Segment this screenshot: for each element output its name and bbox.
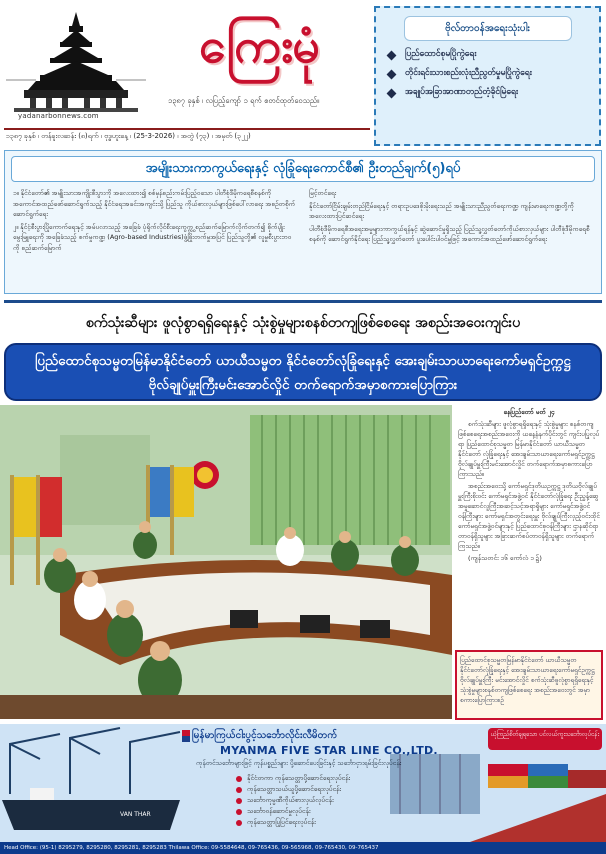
ad-service-item: သင်္ဘောကုမ္ပဏီကိုယ်စားလှယ်လုပ်ငန်း <box>236 795 350 806</box>
ad-service-item: ကုန်သေတ္တာသယ်ယူပို့ဆောင်ရေးလုပ်ငန်း <box>236 784 350 795</box>
article-body <box>455 405 603 645</box>
article-continued[interactable]: (ကျန်သတင်း ၁၆ ကော်လံ ၁ ၌) <box>468 554 542 562</box>
objectives-title: အမျိုးသားကာကွယ်ရေးနှင့် လုံခြုံရေးကောင်စီ၏ ဦးတည်ချက်(၅)ရပ် <box>11 156 595 182</box>
policy-item: ပြည်ထောင်စုမပြိုကွဲရေး <box>388 49 593 61</box>
diamond-bullet-icon <box>387 88 397 98</box>
date-bar: ၁၃၈၇ ခုနှစ် ၊ တန်ခူးလဆန်း (၈)ရက် ၊ ဗုဒ္ဓဟူးနေ့ ၊ (25-3-2026) ၊ အတွဲ (၇၃) ၊ အမှတ် (၃၂၂) <box>4 128 370 142</box>
objectives-column-right <box>309 188 593 255</box>
article-dateline: နေပြည်တော် မတ် ၂၄ <box>503 408 555 416</box>
objectives-column-left <box>13 188 297 255</box>
ad-tagline: ယုံကြည်စိတ်ချရသော ပင်လယ်ကူးသင်္ဘောလုပ်ငန်း <box>488 728 602 750</box>
bullet-icon <box>236 820 242 826</box>
sub-headline-line: ပြည်ထောင်စုသမ္မတမြန်မာနိုင်ငံတော် ယာယီသမ္မတ နိုင်ငံတော်လုံခြုံရေးနှင့် အေးချမ်းသာယာရေးကော်မရှင်ဥက္ကဋ္ဌ <box>35 353 571 369</box>
objectives-columns <box>5 182 601 255</box>
policy-box <box>374 6 601 146</box>
objective-item: နိုင်ငံတော်ငြိမ်းချမ်းတည်ငြိမ်ရေးနှင့် တရားဥပဒေစိုးမိုးရေးသည် အမျိုးသားညီညွတ်ရေးကဏ္ဍ ကျန်းမာရေးကဏ္ဍတို့ကို အလေးထားပြင်ဆင်ရေး <box>309 201 574 220</box>
palace-logo-icon <box>6 8 146 120</box>
photo-caption-box: ပြည်ထောင်စုသမ္မတမြန်မာနိုင်ငံတော် ယာယီသမ္မတ နိုင်ငံတော်လုံခြုံရေးနှင့် အေးချမ်းသာယာရေးကော်မရှင်ဥက္ကဋ္ဌ ဗိုလ်ချုပ်မှူးကြီး မင်းအောင်လှိုင် စက်သုံးဆီဖူလုံစွာရရှိရေးနှင့် သုံးစွဲမှုများစနစ်တကျဖြစ်စေရေး အစည်းအဝေးတွင် အမှာစကားပြောကြားစဉ် <box>455 650 603 720</box>
meeting-room-illustration <box>0 405 452 719</box>
diamond-bullet-icon <box>387 50 397 60</box>
ad-service-item: ကုန်သေတ္တာပြုပြင်ရေးလုပ်ငန်း <box>236 817 350 828</box>
ad-service-item: သင်္ဘောဝန်ဆောင်မှုလုပ်ငန်း <box>236 806 350 817</box>
bullet-icon <box>236 809 242 815</box>
diamond-bullet-icon <box>387 69 397 79</box>
newspaper-title: ကြေးမုံ <box>199 18 319 74</box>
policy-list <box>382 49 593 99</box>
ship-name-text: VAN THAR <box>120 811 151 818</box>
ad-service-item: နိုင်ငံတကာ ကုန်သေတ္တာပို့ဆောင်ရေးလုပ်ငန်း <box>236 773 350 784</box>
objective-item: ၁။ နိုင်ငံတော်၏ အမျိုးသားအကျိုးစီးပွားကို အလေးထား၍ စစ်မှန်စည်းကမ်းပြည့်ဝသော ပါတီစုံဒီမိုကရေစီစနစ်ကို အကောင်အထည်ဖော်ဆောင်ရွက်သည့် နိုင်ငံရေးအခင်းအကျင်းသို့ ပြည်သူ ကိုယ်စားလှယ်များဖြစ်ပေါ်လာရေး အစဉ်တစိုက်ဆောင်ရွက်ရေး <box>13 189 295 218</box>
article-paragraph: အစည်းအဝေးသို့ ကော်မရှင်ဒုတိယဥက္ကဋ္ဌ ဒုတိယဗိုလ်ချုပ်မှူးကြီးစိုးဝင်း ကော်မရှင်အဖွဲ့ဝင် နိုင်ငံတော်လုံခြုံရေး ဦးညွှန့်ဆွေ အမှုဆောင်လူကြီးအဆင့်သင့်အရာရှိများ ကော်မရှင်အဖွဲ့ဝင်ဝန်ကြီးများ ကော်မရှင်အတွင်းရေးမှူး ဗိုလ်ချုပ်ကြီးလှည့်ဝင်းထိုင် ကော်မရှင်အဖွဲ့ဝင်များနှင့် ပြည်ထောင်စုဝန်ကြီးများ ဌာနဆိုင်ရာတာဝန်ရှိသူများ အခြားဆက်စပ်တာဝန်ရှိသူများ တက်ရောက်ကြသည်။ <box>458 482 600 550</box>
bullet-icon <box>236 787 242 793</box>
article-paragraph: စက်သုံးဆီများ ဖူလုံစွာရရှိရေးနှင့် သုံးစွဲမှုများ စနစ်တကျဖြစ်စေရေးအစည်းအဝေးကို ယနေ့နံနက်ပိုင်းတွင် ကျင်းပပြုလုပ်ရာ ပြည်ထောင်စုသမ္မတ မြန်မာနိုင်ငံတော် ယာယီသမ္မတ နိုင်ငံတော် လုံခြုံရေးနှင့် အေးချမ်းသာယာရေးကော်မရှင်ဥက္ကဋ္ဌ ဗိုလ်ချုပ်မှူးကြီးမင်းအောင်လှိုင် တက်ရောက်အမှာစကားပြောကြားသည်။ <box>458 420 600 478</box>
objective-item: ၂။ နိုင်ငံ့စီးပွားပြိုကောက်ရေးနှင့် အမ်ပလာသည့် အခြေခံ ပုံရိုက်လိုင်စီးရေးကွက္ကွ စည်ဆက်မြောက်လိုက်တက်၍ စိုက်ပျိုးမွေးမြူရေးကို အခြေခံသည့် စက်မှုကဏ္ဍ (Agro-based Industries)ဖွံ့ဖြိုးတက်မှုအပြင် ပြည်သူတို့၏ လူမှုစီးပွားဘဝကို စည်ဆက်မြောက် <box>13 222 292 252</box>
masthead <box>0 0 606 146</box>
sub-headline-line: ဗိုလ်ချုပ်မှူးကြီးမင်းအောင်လှိုင် တက်ရောက်အမှာစကားပြောကြား <box>148 377 458 393</box>
ad-contact-footer: Head Office: (95-1) 8295279, 8295280, 8295281, 8295283 Thilawa Office: 09-5584648, 09-765436, 09-565968, 09-765430, 09-765437 <box>0 842 606 854</box>
meeting-photo[interactable] <box>0 405 452 719</box>
bullet-icon <box>236 776 242 782</box>
sub-headline-banner[interactable] <box>4 343 602 401</box>
policy-item: တိုင်းရင်းသားစည်းလုံးညီညွတ်မှုမပြိုကွဲရေး <box>388 68 593 80</box>
objectives-box <box>4 150 602 294</box>
bullet-icon <box>236 798 242 804</box>
objective-item: ပါတီစုံဒီမိုကရေစီအရေးအမှုများကာကွယ်ရန်နှင့် ဆွဲဆောင်မှုရှိသည့် ပြည်သူ့လွှတ်တော်ကိုယ်စားလှယ်များ ပါတီစုံဒီမိုကရေစီစနစ်ကို ဆောင်ရွက်နိုင်ရေး ပြည်သူ့လွှတ်တော် ပူးပေါင်းပါဝင်မှုဖြင့် အကောင်အထည်ဖော်ဆောင်ရွက်ရေး <box>309 224 590 243</box>
ad-subtitle: ကုန်တင်သင်္ဘောများဖြင့် ကုန်ပစ္စည်းများ ပို့ဆောင်ပေးခြင်းနှင့် သင်္ဘောငှားရမ်းခြင်းလုပ်ငန်း <box>196 759 402 767</box>
website-url: yadanarbonnews.com <box>18 112 99 120</box>
ad-company-name-en: MYANMA FIVE STAR LINE CO.,LTD. <box>220 744 438 757</box>
policy-box-title: ဗိုလ်တာဝန်အရေးသုံးပါး <box>404 16 572 41</box>
issue-line: ၁၃၈၇ ခုနှစ် ၊ လပြည့်ကျော် ၁ ရက် စတင်ထုတ်ဝေသည်။ <box>168 96 320 105</box>
objective-item: မြင့်တင်ရေး <box>309 189 337 197</box>
main-headline[interactable]: စက်သုံးဆီများ ဖူလုံစွာရရှိရေးနှင့် သုံးစွဲမှုများစနစ်တကျဖြစ်စေရေး အစည်းအဝေးကျင်းပ <box>4 300 602 340</box>
advertisement-banner[interactable] <box>0 724 606 854</box>
ad-services-list <box>236 773 350 828</box>
policy-item: အချုပ်အခြာအာဏာတည်တံ့ခိုင်မြဲရေး <box>388 87 593 99</box>
ad-company-name-mm: မြန်မာကြယ်ငါးပွင့်သင်္ဘောလိုင်းလီမိတက် <box>192 730 338 741</box>
